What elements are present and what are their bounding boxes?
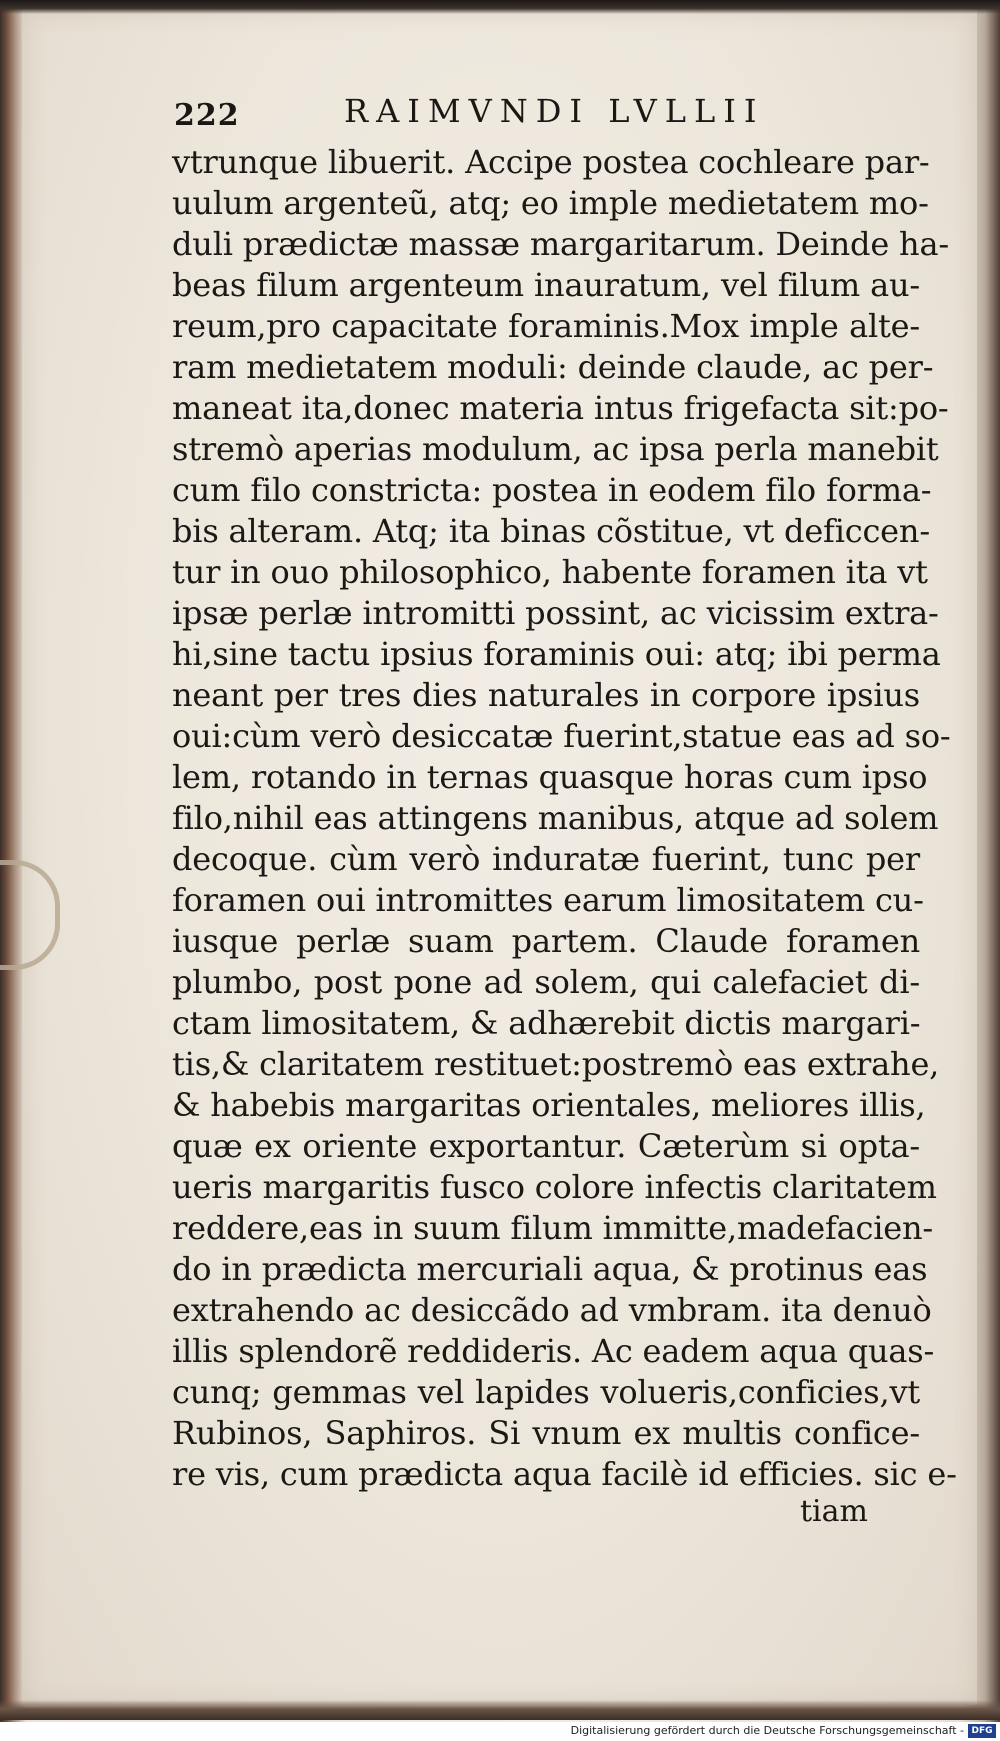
text-line: tis,& claritatem restituet:postremò eas extrahe, — [172, 1045, 940, 1083]
text-line: reddere,eas in suum filum immitte,madefacien- — [172, 1209, 934, 1247]
funding-credit: Digitalisierung gefördert durch die Deutsche Forschungsgemeinschaft - — [570, 1724, 964, 1737]
text-line: vtrunque libuerit. Accipe postea cochleare par- — [172, 143, 930, 181]
text-line: tur in ouo philosophico, habente foramen ita vt — [172, 553, 928, 591]
text-line: iusque perlæ suam partem. Claude foramen — [172, 922, 920, 960]
text-line: ueris margaritis fusco colore infectis claritatem — [172, 1168, 937, 1206]
digitization-footer — [0, 1722, 1000, 1741]
text-line: reum,pro capacitate foraminis.Mox imple alte- — [172, 307, 920, 345]
text-line: ipsæ perlæ intromitti possint, ac vicissim extra- — [172, 594, 939, 632]
text-line: cum filo constricta: postea in eodem filo forma- — [172, 471, 932, 509]
bottom-book-edge — [0, 1700, 1000, 1720]
dfg-logo: DFG — [968, 1724, 996, 1738]
page-number: 222 — [174, 98, 240, 133]
text-line: neant per tres dies naturales in corpore ipsius — [172, 676, 920, 714]
text-line: re vis, cum prædicta aqua facilè id efficies. sic e- — [172, 1455, 957, 1493]
text-line: plumbo, post pone ad solem, qui calefaciet di- — [172, 963, 920, 1001]
text-line: do in prædicta mercuriali aqua, & protinus eas — [172, 1250, 928, 1288]
text-line: oui:cùm verò desiccatæ fuerint,statue eas ad so- — [172, 717, 951, 755]
text-line: filo,nihil eas attingens manibus, atque ad solem — [172, 799, 939, 837]
text-line: foramen oui intromittes earum limositatem cu- — [172, 881, 924, 919]
top-book-edge — [0, 0, 1000, 14]
text-line: ram medietatem moduli: deinde claude, ac per- — [172, 348, 934, 386]
running-head — [174, 92, 814, 142]
body-text — [172, 142, 957, 1495]
text-line: bis alteram. Atq; ita binas cõstitue, vt deficcen- — [172, 512, 930, 550]
catchword: tiam — [800, 1494, 868, 1529]
text-line: decoque. cùm verò induratæ fuerint, tunc per — [172, 840, 920, 878]
text-line: uulum argenteũ, atq; eo imple medietatem mo- — [172, 184, 929, 222]
text-line: illis splendorẽ reddideris. Ac eadem aqua quas- — [172, 1332, 935, 1370]
text-line: & habebis margaritas orientales, meliores illis, — [172, 1086, 926, 1124]
text-line: maneat ita,donec materia intus frigefacta sit:po- — [172, 389, 949, 427]
text-line: duli prædictæ massæ margaritarum. Deinde ha- — [172, 225, 949, 263]
text-line: stremò aperias modulum, ac ipsa perla manebit — [172, 430, 939, 468]
text-line: hi,sine tactu ipsius foraminis oui: atq; ibi perma — [172, 635, 941, 673]
text-line: Rubinos, Saphiros. Si vnum ex multis confice- — [172, 1414, 920, 1452]
running-title: RAIMVNDI LVLLII — [344, 92, 765, 130]
text-line: extrahendo ac desiccãdo ad vmbram. ita denuò — [172, 1291, 932, 1329]
text-line: beas filum argenteum inauratum, vel filum au- — [172, 266, 920, 304]
text-line: ctam limositatem, & adhærebit dictis margari- — [172, 1004, 921, 1042]
text-line: quæ ex oriente exportantur. Cæterùm si opta- — [172, 1127, 920, 1165]
text-line: cunq; gemmas vel lapides volueris,conficies,vt — [172, 1373, 920, 1411]
text-line: lem, rotando in ternas quasque horas cum ipso — [172, 758, 928, 796]
